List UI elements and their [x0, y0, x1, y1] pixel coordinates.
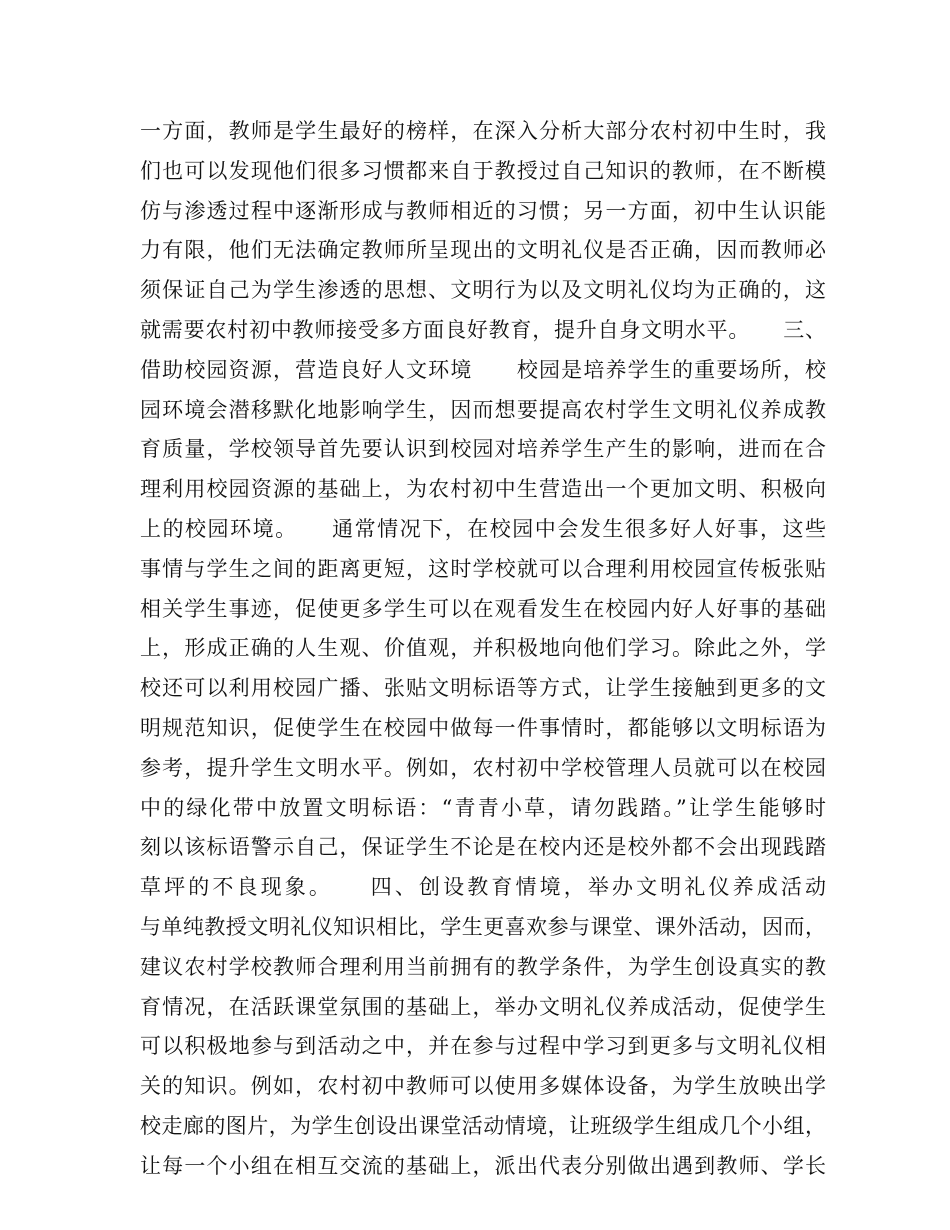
text-line-23: 育情况，在活跃课堂氛围的基础上，举办文明礼仪养成活动，促使学生 [140, 994, 826, 1019]
text-line-3: 仿与渗透过程中逐渐形成与教师相近的习惯；另一方面，初中生认识能 [140, 198, 826, 223]
text-line-22: 建议农村学校教师合理利用当前拥有的教学条件，为学生创设真实的教 [140, 954, 826, 979]
text-line-7: 借助校园资源，营造良好人文环境 校园是培养学生的重要场所，校 [140, 357, 826, 382]
text-line-25: 关的知识。例如，农村初中教师可以使用多媒体设备，为学生放映出学 [140, 1074, 826, 1099]
text-line-14: 上，形成正确的人生观、价值观，并积极地向他们学习。除此之外，学 [140, 636, 826, 661]
body-paragraph [140, 112, 826, 1187]
text-line-16: 明规范知识，促使学生在校园中做每一件事情时，都能够以文明标语为 [140, 715, 826, 740]
text-line-12: 事情与学生之间的距离更短，这时学校就可以合理利用校园宣传板张贴 [140, 556, 826, 581]
text-line-26: 校走廊的图片，为学生创设出课堂活动情境，让班级学生组成几个小组， [140, 1113, 826, 1138]
text-line-24: 可以积极地参与到活动之中，并在参与过程中学习到更多与文明礼仪相 [140, 1034, 826, 1059]
text-line-5: 须保证自己为学生渗透的思想、文明行为以及文明礼仪均为正确的，这 [140, 278, 826, 303]
text-line-9: 育质量，学校领导首先要认识到校园对培养学生产生的影响，进而在合 [140, 437, 826, 462]
text-line-13: 相关学生事迹，促使更多学生可以在观看发生在校园内好人好事的基础 [140, 596, 826, 621]
text-line-15: 校还可以利用校园广播、张贴文明标语等方式，让学生接触到更多的文 [140, 676, 826, 701]
text-line-20: 草坪的不良现象。 四、创设教育情境，举办文明礼仪养成活动 [140, 875, 826, 900]
text-line-27: 让每一个小组在相互交流的基础上，派出代表分别做出遇到教师、学长 [140, 1153, 826, 1178]
text-line-21: 与单纯教授文明礼仪知识相比，学生更喜欢参与课堂、课外活动，因而， [140, 914, 826, 939]
text-line-19: 刻以该标语警示自己，保证学生不论是在校内还是校外都不会出现践踏 [140, 835, 826, 860]
text-line-10: 理利用校园资源的基础上，为农村初中生营造出一个更加文明、积极向 [140, 477, 826, 502]
text-line-17: 参考，提升学生文明水平。例如，农村初中学校管理人员就可以在校园 [140, 755, 826, 780]
text-line-6: 就需要农村初中教师接受多方面良好教育，提升自身文明水平。 三、 [140, 317, 826, 342]
text-line-11: 上的校园环境。 通常情况下，在校园中会发生很多好人好事，这些 [140, 516, 826, 541]
text-line-8: 园环境会潜移默化地影响学生，因而想要提高农村学生文明礼仪养成教 [140, 397, 826, 422]
text-line-2: 们也可以发现他们很多习惯都来自于教授过自己知识的教师，在不断模 [140, 158, 826, 183]
text-line-18: 中的绿化带中放置文明标语：“青青小草，请勿践踏。”让学生能够时 [140, 795, 826, 820]
text-line-1: 一方面，教师是学生最好的榜样，在深入分析大部分农村初中生时，我 [140, 119, 826, 143]
text-line-4: 力有限，他们无法确定教师所呈现出的文明礼仪是否正确，因而教师必 [140, 238, 826, 263]
